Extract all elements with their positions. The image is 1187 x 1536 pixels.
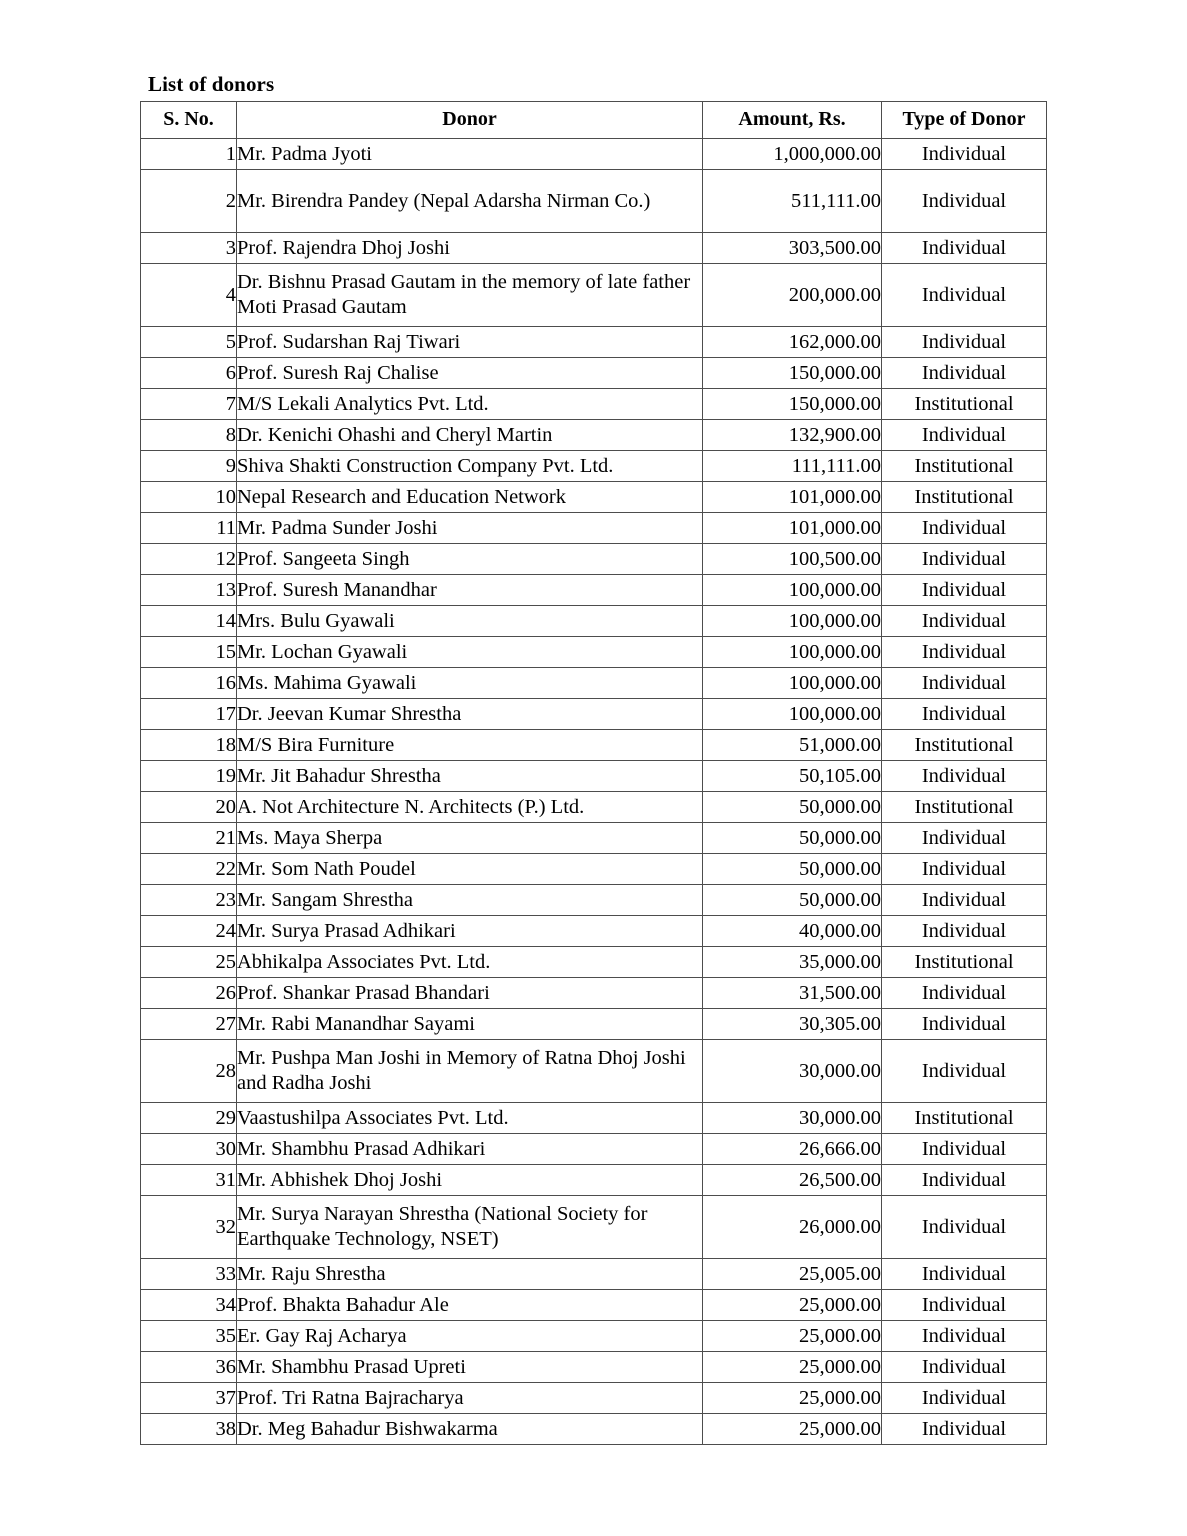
- table-row: [141, 575, 1047, 606]
- cell-amount: 100,000.00: [703, 668, 882, 699]
- cell-donor-name: A. Not Architecture N. Architects (P.) Ltd.: [237, 792, 703, 823]
- cell-serial-number: 26: [141, 978, 237, 1009]
- column-header-amount: Amount, Rs.: [703, 102, 882, 139]
- cell-donor-name: M/S Bira Furniture: [237, 730, 703, 761]
- cell-donor-name: Mr. Sangam Shrestha: [237, 885, 703, 916]
- table-row: [141, 139, 1047, 170]
- cell-amount: 101,000.00: [703, 513, 882, 544]
- cell-serial-number: 33: [141, 1259, 237, 1290]
- cell-donor-type: Institutional: [882, 947, 1047, 978]
- table-row: [141, 513, 1047, 544]
- cell-donor-type: Individual: [882, 358, 1047, 389]
- cell-serial-number: 11: [141, 513, 237, 544]
- cell-donor-type: Individual: [882, 637, 1047, 668]
- cell-donor-type: Individual: [882, 170, 1047, 233]
- cell-serial-number: 35: [141, 1321, 237, 1352]
- cell-amount: 25,000.00: [703, 1383, 882, 1414]
- cell-donor-type: Individual: [882, 885, 1047, 916]
- table-row: [141, 1352, 1047, 1383]
- page-title: List of donors: [148, 72, 275, 96]
- cell-amount: 100,000.00: [703, 699, 882, 730]
- cell-serial-number: 29: [141, 1103, 237, 1134]
- cell-serial-number: 10: [141, 482, 237, 513]
- cell-serial-number: 12: [141, 544, 237, 575]
- table-row: [141, 1321, 1047, 1352]
- cell-donor-name: Abhikalpa Associates Pvt. Ltd.: [237, 947, 703, 978]
- cell-serial-number: 23: [141, 885, 237, 916]
- cell-amount: 30,000.00: [703, 1103, 882, 1134]
- cell-donor-name: Prof. Sangeeta Singh: [237, 544, 703, 575]
- cell-donor-type: Individual: [882, 1414, 1047, 1445]
- cell-serial-number: 16: [141, 668, 237, 699]
- cell-serial-number: 27: [141, 1009, 237, 1040]
- table-row: [141, 823, 1047, 854]
- cell-serial-number: 24: [141, 916, 237, 947]
- cell-serial-number: 36: [141, 1352, 237, 1383]
- cell-amount: 25,000.00: [703, 1321, 882, 1352]
- cell-donor-type: Individual: [882, 1165, 1047, 1196]
- cell-serial-number: 18: [141, 730, 237, 761]
- table-row: [141, 730, 1047, 761]
- cell-serial-number: 25: [141, 947, 237, 978]
- table-row: [141, 1009, 1047, 1040]
- cell-donor-name: Prof. Shankar Prasad Bhandari: [237, 978, 703, 1009]
- cell-donor-name: Prof. Suresh Raj Chalise: [237, 358, 703, 389]
- column-header-type: Type of Donor: [882, 102, 1047, 139]
- cell-amount: 50,000.00: [703, 854, 882, 885]
- cell-donor-type: Individual: [882, 916, 1047, 947]
- cell-donor-name: Prof. Tri Ratna Bajracharya: [237, 1383, 703, 1414]
- cell-serial-number: 3: [141, 233, 237, 264]
- cell-amount: 100,000.00: [703, 637, 882, 668]
- cell-amount: 101,000.00: [703, 482, 882, 513]
- cell-donor-name: Prof. Bhakta Bahadur Ale: [237, 1290, 703, 1321]
- cell-amount: 50,105.00: [703, 761, 882, 792]
- cell-donor-type: Individual: [882, 699, 1047, 730]
- cell-donor-name: Mr. Jit Bahadur Shrestha: [237, 761, 703, 792]
- cell-serial-number: 19: [141, 761, 237, 792]
- cell-amount: 25,000.00: [703, 1414, 882, 1445]
- cell-serial-number: 28: [141, 1040, 237, 1103]
- cell-donor-type: Individual: [882, 978, 1047, 1009]
- cell-donor-name: Mr. Padma Jyoti: [237, 139, 703, 170]
- cell-amount: 50,000.00: [703, 792, 882, 823]
- cell-donor-type: Individual: [882, 1009, 1047, 1040]
- table-row: [141, 978, 1047, 1009]
- cell-donor-name: Dr. Bishnu Prasad Gautam in the memory of late father Moti Prasad Gautam: [237, 264, 703, 327]
- cell-donor-type: Individual: [882, 327, 1047, 358]
- cell-serial-number: 17: [141, 699, 237, 730]
- cell-donor-type: Individual: [882, 1040, 1047, 1103]
- cell-donor-type: Individual: [882, 761, 1047, 792]
- cell-serial-number: 32: [141, 1196, 237, 1259]
- cell-amount: 1,000,000.00: [703, 139, 882, 170]
- table-row: [141, 916, 1047, 947]
- cell-donor-type: Individual: [882, 1134, 1047, 1165]
- cell-amount: 150,000.00: [703, 389, 882, 420]
- cell-donor-name: Mr. Lochan Gyawali: [237, 637, 703, 668]
- cell-serial-number: 5: [141, 327, 237, 358]
- cell-serial-number: 21: [141, 823, 237, 854]
- table-row: [141, 1103, 1047, 1134]
- cell-donor-name: Prof. Rajendra Dhoj Joshi: [237, 233, 703, 264]
- cell-donor-name: M/S Lekali Analytics Pvt. Ltd.: [237, 389, 703, 420]
- donors-table: [140, 101, 1047, 1445]
- table-row: [141, 1383, 1047, 1414]
- cell-amount: 303,500.00: [703, 233, 882, 264]
- cell-serial-number: 8: [141, 420, 237, 451]
- cell-donor-name: Mr. Raju Shrestha: [237, 1259, 703, 1290]
- table-row: [141, 947, 1047, 978]
- cell-amount: 162,000.00: [703, 327, 882, 358]
- cell-donor-name: Mr. Pushpa Man Joshi in Memory of Ratna Dhoj Joshi and Radha Joshi: [237, 1040, 703, 1103]
- cell-serial-number: 31: [141, 1165, 237, 1196]
- cell-serial-number: 2: [141, 170, 237, 233]
- cell-donor-type: Individual: [882, 606, 1047, 637]
- column-header-sno: S. No.: [141, 102, 237, 139]
- cell-donor-name: Mr. Som Nath Poudel: [237, 854, 703, 885]
- cell-serial-number: 6: [141, 358, 237, 389]
- cell-donor-name: Mr. Abhishek Dhoj Joshi: [237, 1165, 703, 1196]
- cell-donor-name: Ms. Maya Sherpa: [237, 823, 703, 854]
- cell-amount: 111,111.00: [703, 451, 882, 482]
- cell-donor-type: Individual: [882, 1383, 1047, 1414]
- cell-donor-type: Institutional: [882, 1103, 1047, 1134]
- cell-amount: 51,000.00: [703, 730, 882, 761]
- cell-donor-name: Mr. Surya Prasad Adhikari: [237, 916, 703, 947]
- cell-donor-type: Individual: [882, 823, 1047, 854]
- cell-amount: 100,500.00: [703, 544, 882, 575]
- cell-amount: 50,000.00: [703, 823, 882, 854]
- cell-amount: 50,000.00: [703, 885, 882, 916]
- table-row: [141, 637, 1047, 668]
- cell-serial-number: 34: [141, 1290, 237, 1321]
- cell-donor-type: Institutional: [882, 482, 1047, 513]
- cell-amount: 25,000.00: [703, 1290, 882, 1321]
- cell-amount: 100,000.00: [703, 606, 882, 637]
- column-header-donor: Donor: [237, 102, 703, 139]
- cell-donor-type: Institutional: [882, 389, 1047, 420]
- cell-amount: 150,000.00: [703, 358, 882, 389]
- cell-donor-name: Ms. Mahima Gyawali: [237, 668, 703, 699]
- cell-donor-name: Prof. Suresh Manandhar: [237, 575, 703, 606]
- cell-donor-name: Dr. Meg Bahadur Bishwakarma: [237, 1414, 703, 1445]
- table-row: [141, 264, 1047, 327]
- cell-donor-name: Mr. Surya Narayan Shrestha (National Society for Earthquake Technology, NSET): [237, 1196, 703, 1259]
- cell-donor-type: Individual: [882, 544, 1047, 575]
- cell-amount: 30,305.00: [703, 1009, 882, 1040]
- cell-serial-number: 4: [141, 264, 237, 327]
- table-body: [141, 139, 1047, 1445]
- cell-amount: 100,000.00: [703, 575, 882, 606]
- cell-donor-name: Nepal Research and Education Network: [237, 482, 703, 513]
- cell-donor-type: Individual: [882, 1321, 1047, 1352]
- cell-donor-name: Shiva Shakti Construction Company Pvt. Ltd.: [237, 451, 703, 482]
- table-row: [141, 761, 1047, 792]
- table-row: [141, 1290, 1047, 1321]
- cell-donor-type: Individual: [882, 854, 1047, 885]
- table-row: [141, 327, 1047, 358]
- table-row: [141, 885, 1047, 916]
- cell-donor-name: Mr. Birendra Pandey (Nepal Adarsha Nirman Co.): [237, 170, 703, 233]
- cell-amount: 511,111.00: [703, 170, 882, 233]
- cell-donor-type: Individual: [882, 1352, 1047, 1383]
- table-row: [141, 1165, 1047, 1196]
- table-row: [141, 1040, 1047, 1103]
- cell-donor-type: Individual: [882, 1196, 1047, 1259]
- table-row: [141, 389, 1047, 420]
- table-row: [141, 482, 1047, 513]
- table-row: [141, 606, 1047, 637]
- table-row: [141, 1134, 1047, 1165]
- table-row: [141, 854, 1047, 885]
- cell-donor-type: Individual: [882, 668, 1047, 699]
- table-row: [141, 420, 1047, 451]
- cell-serial-number: 37: [141, 1383, 237, 1414]
- cell-amount: 25,000.00: [703, 1352, 882, 1383]
- cell-donor-type: Institutional: [882, 451, 1047, 482]
- cell-amount: 26,000.00: [703, 1196, 882, 1259]
- cell-donor-name: Dr. Kenichi Ohashi and Cheryl Martin: [237, 420, 703, 451]
- cell-serial-number: 30: [141, 1134, 237, 1165]
- cell-donor-name: Er. Gay Raj Acharya: [237, 1321, 703, 1352]
- cell-serial-number: 13: [141, 575, 237, 606]
- cell-donor-name: Mr. Shambhu Prasad Adhikari: [237, 1134, 703, 1165]
- cell-donor-type: Institutional: [882, 792, 1047, 823]
- cell-amount: 30,000.00: [703, 1040, 882, 1103]
- table-row: [141, 233, 1047, 264]
- cell-amount: 35,000.00: [703, 947, 882, 978]
- cell-amount: 31,500.00: [703, 978, 882, 1009]
- cell-donor-name: Dr. Jeevan Kumar Shrestha: [237, 699, 703, 730]
- cell-donor-type: Individual: [882, 1259, 1047, 1290]
- cell-serial-number: 14: [141, 606, 237, 637]
- cell-donor-name: Mr. Padma Sunder Joshi: [237, 513, 703, 544]
- table-header-row: [141, 102, 1047, 139]
- table-header: [141, 102, 1047, 139]
- cell-donor-type: Individual: [882, 233, 1047, 264]
- cell-serial-number: 20: [141, 792, 237, 823]
- table-row: [141, 1259, 1047, 1290]
- cell-amount: 200,000.00: [703, 264, 882, 327]
- cell-donor-name: Prof. Sudarshan Raj Tiwari: [237, 327, 703, 358]
- table-row: [141, 1196, 1047, 1259]
- cell-amount: 132,900.00: [703, 420, 882, 451]
- table-row: [141, 792, 1047, 823]
- table-row: [141, 170, 1047, 233]
- cell-amount: 26,666.00: [703, 1134, 882, 1165]
- cell-serial-number: 9: [141, 451, 237, 482]
- cell-donor-type: Institutional: [882, 730, 1047, 761]
- cell-donor-name: Vaastushilpa Associates Pvt. Ltd.: [237, 1103, 703, 1134]
- table-row: [141, 668, 1047, 699]
- table-row: [141, 451, 1047, 482]
- cell-donor-name: Mrs. Bulu Gyawali: [237, 606, 703, 637]
- cell-donor-type: Individual: [882, 575, 1047, 606]
- cell-donor-name: Mr. Rabi Manandhar Sayami: [237, 1009, 703, 1040]
- cell-serial-number: 7: [141, 389, 237, 420]
- cell-serial-number: 38: [141, 1414, 237, 1445]
- table-row: [141, 358, 1047, 389]
- cell-amount: 26,500.00: [703, 1165, 882, 1196]
- cell-serial-number: 15: [141, 637, 237, 668]
- cell-amount: 25,005.00: [703, 1259, 882, 1290]
- cell-serial-number: 22: [141, 854, 237, 885]
- cell-donor-type: Individual: [882, 1290, 1047, 1321]
- table-row: [141, 1414, 1047, 1445]
- table-row: [141, 699, 1047, 730]
- cell-serial-number: 1: [141, 139, 237, 170]
- cell-donor-type: Individual: [882, 513, 1047, 544]
- cell-donor-type: Individual: [882, 139, 1047, 170]
- table-row: [141, 544, 1047, 575]
- cell-donor-name: Mr. Shambhu Prasad Upreti: [237, 1352, 703, 1383]
- cell-donor-type: Individual: [882, 264, 1047, 327]
- cell-amount: 40,000.00: [703, 916, 882, 947]
- cell-donor-type: Individual: [882, 420, 1047, 451]
